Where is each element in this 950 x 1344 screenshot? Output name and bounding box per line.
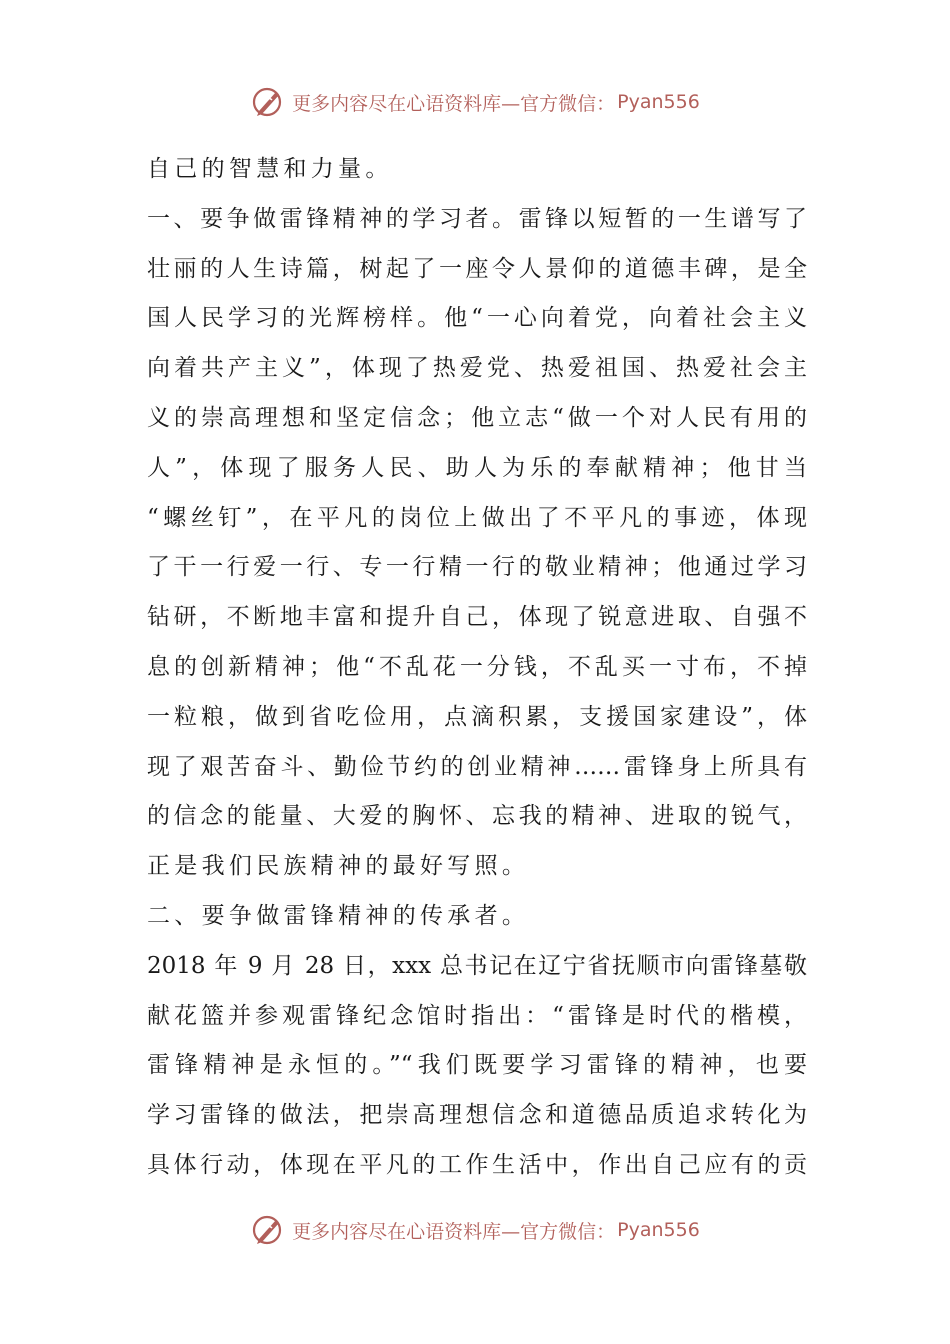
body-line: 钻研，不断地丰富和提升自己，体现了锐意进取、自强不 [147, 604, 807, 631]
body-line: 的信念的能量、大爱的胸怀、忘我的精神、进取的锐气， [147, 803, 807, 830]
pen-circle-icon [250, 1212, 286, 1248]
body-line: 国人民学习的光辉榜样。他“一心向着党，向着社会主义 [147, 305, 807, 332]
header-banner-text: 更多内容尽在心语资料库—官方微信： [292, 92, 616, 115]
body-line: “螺丝钉”，在平凡的岗位上做出了不平凡的事迹，体现 [147, 504, 807, 531]
body-line: 人”，体现了服务人民、助人为乐的奉献精神；他甘当 [147, 454, 807, 481]
body-line: 一粒粮，做到省吃俭用，点滴积累，支援国家建设”，体 [147, 703, 807, 730]
body-line: 二、要争做雷锋精神的传承者。 [147, 902, 530, 929]
body-line: 2018 年 9 月 28 日，xxx 总书记在辽宁省抚顺市向雷锋墓敬 [147, 952, 807, 979]
body-line: 雷锋精神是永恒的。”“我们既要学习雷锋的精神，也要 [147, 1052, 807, 1079]
body-line: 向着共产主义”，体现了热爱党、热爱祖国、热爱社会主 [147, 355, 807, 382]
body-line: 正是我们民族精神的最好写照。 [147, 853, 530, 880]
body-line: 义的崇高理想和坚定信念；他立志“做一个对人民有用的 [147, 404, 807, 431]
body-line: 献花篮并参观雷锋纪念馆时指出：“雷锋是时代的楷模， [147, 1002, 807, 1029]
body-line: 一、要争做雷锋精神的学习者。雷锋以短暂的一生谱写了 [147, 205, 807, 232]
document-body [147, 145, 807, 1191]
body-line: 自己的智慧和力量。 [147, 156, 393, 182]
body-line: 现了艰苦奋斗、勤俭节约的创业精神……雷锋身上所具有 [147, 753, 807, 780]
header-banner [0, 82, 950, 122]
body-line: 具体行动，体现在平凡的工作生活中，作出自己应有的贡 [147, 1151, 807, 1178]
body-line: 息的创新精神；他“不乱花一分钱，不乱买一寸布，不掉 [147, 653, 807, 680]
header-wechat-id: Pyan556 [617, 91, 700, 113]
pen-circle-icon [250, 84, 286, 120]
body-line: 壮丽的人生诗篇，树起了一座令人景仰的道德丰碑，是全 [147, 255, 807, 282]
body-line: 学习雷锋的做法，把崇高理想信念和道德品质追求转化为 [147, 1102, 807, 1129]
body-line: 了干一行爱一行、专一行精一行的敬业精神；他通过学习 [147, 554, 807, 581]
footer-wechat-id: Pyan556 [617, 1219, 700, 1241]
footer-banner [0, 1210, 950, 1250]
footer-banner-text: 更多内容尽在心语资料库—官方微信： [292, 1220, 616, 1243]
